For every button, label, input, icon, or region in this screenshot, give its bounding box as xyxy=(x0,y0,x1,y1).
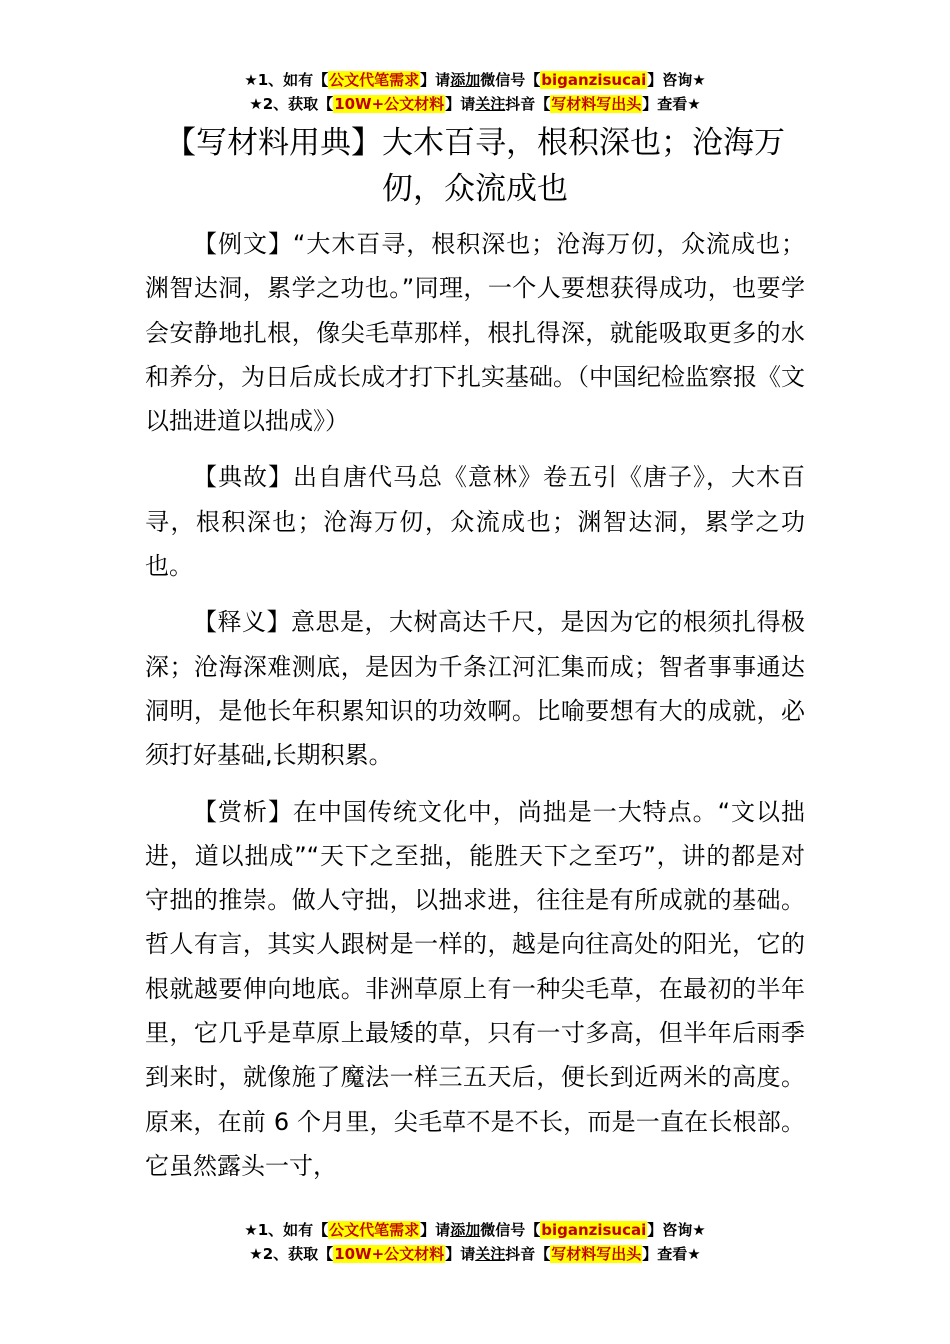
paragraph-appreciation: 【赏析】在中国传统文化中，尚拙是一大特点。“文以拙进，道以拙成”“天下之至拙，能胜天下之至巧”，讲的都是对守拙的推崇。做人守拙，以拙求进，往往是有所成就的基础。哲人有言，其实人跟树是一样的，越是向往高处的阳光，它的根就越要伸向地底。非洲草原上有一种尖毛草，在最初的半年里，它几乎是草原上最矮的草，只有一寸多高，但半年后雨季到来时，就像施了魔法一样三五天后，便长到近两米的高度。原来，在前 6 个月里，尖毛草不是不长，而是一直在长根部。它虽然露头一寸， xyxy=(145,797,805,1180)
banner-text: 】查看★ xyxy=(642,1245,701,1263)
banner-text: 微信号【 xyxy=(480,71,541,89)
banner-highlight: biganzisucai xyxy=(541,71,647,89)
banner-text: 】咨询★ xyxy=(647,71,706,89)
banner-underlined-text: 关注 xyxy=(475,95,506,113)
banner-text: 抖音【 xyxy=(505,1245,551,1263)
banner-text: ★2、获取【 xyxy=(249,1245,334,1263)
banner-text: 】请 xyxy=(420,71,451,89)
banner-highlight: 10W+公文材料 xyxy=(334,95,445,113)
banner-line-2 xyxy=(0,1242,950,1266)
banner-text: 】请 xyxy=(445,1245,476,1263)
banner-text: 】查看★ xyxy=(642,95,701,113)
paragraph-example: 【例文】“大木百寻，根积深也；沧海万仞，众流成也；渊智达洞，累学之功也。”同理，一个人要想获得成功，也要学会安静地扎根，像尖毛草那样，根扎得深，就能吸取更多的水和养分，为日后成长成才打下扎实基础。（中国纪检监察报《文以拙进道以拙成》） xyxy=(145,230,805,436)
banner-text: 】请 xyxy=(445,95,476,113)
banner-highlight: 公文代笔需求 xyxy=(329,71,420,89)
document-title: 【写材料用典】大木百寻，根积深也；沧海万仞，众流成也 xyxy=(165,125,785,207)
banner-line-2 xyxy=(0,92,950,116)
banner-underlined-text: 添加 xyxy=(450,71,481,89)
banner-text: ★1、如有【 xyxy=(244,1221,329,1239)
banner-text: ★1、如有【 xyxy=(244,71,329,89)
document-body xyxy=(145,222,805,1200)
banner-text: 抖音【 xyxy=(505,95,551,113)
banner-text: 】请 xyxy=(420,1221,451,1239)
banner-underlined-text: 关注 xyxy=(475,1245,506,1263)
banner-highlight: 写材料写出头 xyxy=(551,95,642,113)
banner-text: 微信号【 xyxy=(480,1221,541,1239)
banner-highlight: 公文代笔需求 xyxy=(329,1221,420,1239)
banner-highlight: 10W+公文材料 xyxy=(334,1245,445,1263)
footer-banner xyxy=(0,1218,950,1266)
banner-line-1 xyxy=(0,68,950,92)
banner-highlight: biganzisucai xyxy=(541,1221,647,1239)
banner-text: 】咨询★ xyxy=(647,1221,706,1239)
banner-underlined-text: 添加 xyxy=(450,1221,481,1239)
banner-text: ★2、获取【 xyxy=(249,95,334,113)
paragraph-meaning: 【释义】意思是，大树高达千尺，是因为它的根须扎得极深；沧海深难测底，是因为千条江河汇集而成；智者事事通达洞明，是他长年积累知识的功效啊。比喻要想有大的成就，必须打好基础,长期积累。 xyxy=(145,608,805,770)
banner-highlight: 写材料写出头 xyxy=(551,1245,642,1263)
banner-line-1 xyxy=(0,1218,950,1242)
header-banner xyxy=(0,68,950,116)
paragraph-origin: 【典故】出自唐代马总《意林》卷五引《唐子》，大木百寻，根积深也；沧海万仞，众流成也；渊智达洞，累学之功也。 xyxy=(145,463,805,581)
